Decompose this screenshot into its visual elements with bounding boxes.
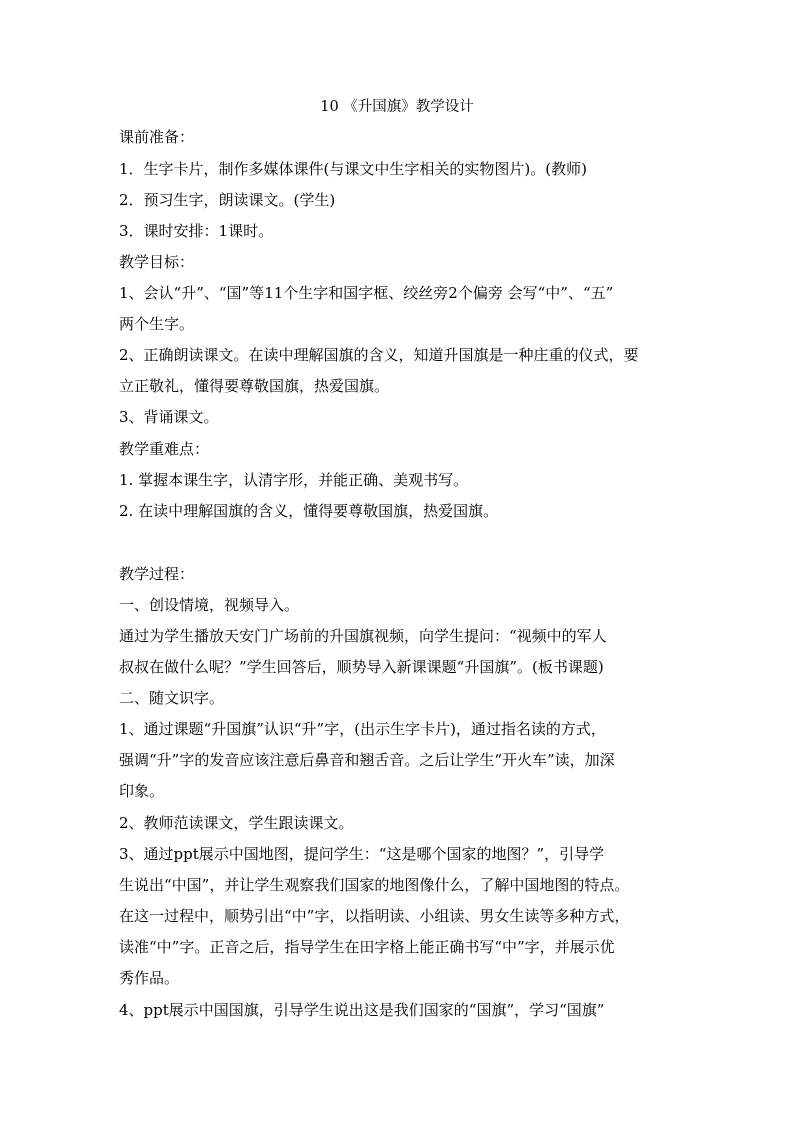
document-title: 10 《升国旗》教学设计	[320, 99, 474, 115]
text-line: 4、ppt展示中国国旗，引导学生说出这是我们国家的“国旗”，学习“国旗”	[119, 1001, 605, 1019]
text-line: 叔叔在做什么呢？”学生回答后，顺势导入新课课题“升国旗”。(板书课题)	[119, 658, 604, 676]
text-line: 生说出“中国”，并让学生观察我们国家的地图像什么，了解中国地图的特点。	[119, 876, 630, 894]
text-line: 两个生字。	[119, 315, 195, 333]
section-heading-preparation: 课前准备：	[119, 128, 195, 146]
text-line: 立正敬礼，懂得要尊敬国旗，热爱国旗。	[119, 377, 390, 395]
text-line: 2．预习生字，朗读课文。(学生)	[119, 191, 336, 209]
text-line: 秀作品。	[119, 969, 180, 987]
text-line: 1．生字卡片，制作多媒体课件(与课文中生字相关的实物图片)。(教师)	[119, 160, 587, 178]
text-line: 3、通过ppt展示中国地图，提问学生：“这是哪个国家的地图？”，引导学	[119, 845, 605, 863]
text-line: 读准“中”字。正音之后，指导学生在田字格上能正确书写“中”字，并展示优	[119, 938, 615, 956]
text-line: 3．课时安排：1课时。	[119, 222, 274, 240]
section-heading-process: 教学过程：	[119, 565, 195, 583]
text-line: 1. 掌握本课生字，认清字形，并能正确、美观书写。	[119, 471, 469, 489]
subheading-step-1: 一、创设情境，视频导入。	[119, 596, 300, 614]
text-line: 2. 在读中理解国旗的含义，懂得要尊敬国旗，热爱国旗。	[119, 502, 499, 520]
text-line: 1、会认“升”、“国”等11个生字和国字框、绞丝旁2个偏旁 会写“中”、“五”	[119, 284, 614, 302]
text-line: 通过为学生播放天安门广场前的升国旗视频，向学生提问：“视频中的军人	[119, 627, 607, 645]
text-line: 2、教师范读课文，学生跟读课文。	[119, 814, 354, 832]
section-heading-goals: 教学目标：	[119, 253, 195, 271]
section-heading-key-points: 教学重难点：	[119, 440, 210, 458]
text-line: 强调“升”字的发音应该注意后鼻音和翘舌音。之后让学生“开火车”读，加深	[119, 751, 615, 769]
text-line: 1、通过课题“升国旗”认识“升”字，(出示生字卡片)，通过指名读的方式，	[119, 720, 606, 738]
subheading-step-2: 二、随文识字。	[119, 689, 225, 707]
text-line: 印象。	[119, 782, 165, 800]
text-line: 3、背诵课文。	[119, 408, 219, 426]
text-line: 在这一过程中，顺势引出“中”字，以指明读、小组读、男女生读等多种方式，	[119, 907, 630, 925]
text-line: 2、正确朗读课文。在读中理解国旗的含义，知道升国旗是一种庄重的仪式，要	[119, 346, 639, 364]
